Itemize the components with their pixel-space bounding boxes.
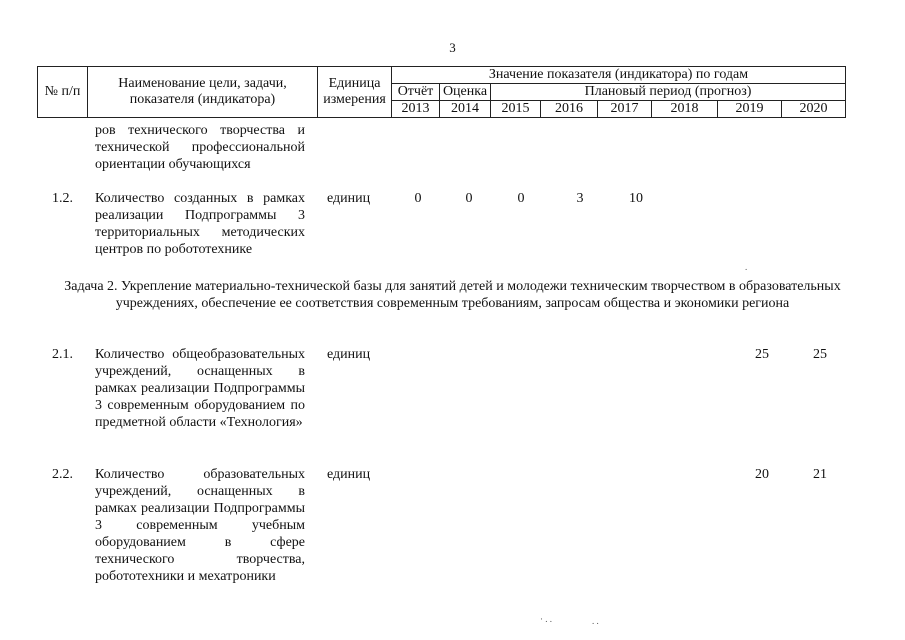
row-value: 0 <box>517 191 525 206</box>
row-unit: единиц <box>327 191 371 206</box>
row-value: 25 <box>755 347 769 362</box>
header-col-unit: Единица измерения <box>318 67 392 118</box>
header-report: Отчёт <box>392 84 440 101</box>
scan-speck: · . . <box>540 614 552 624</box>
header-year: 2018 <box>652 101 718 118</box>
header-year: 2016 <box>541 101 598 118</box>
row-name: Количество общеобразовательных учреждений, оснащенных в рамках реализации Подпрограммы 3 современным оборудованием по предметной области «Технология» <box>95 347 305 430</box>
header-col-name: Наименование цели, задачи, показателя (индикатора) <box>88 67 318 118</box>
row-number: 1.2. <box>52 191 73 206</box>
header-year: 2015 <box>491 101 541 118</box>
row-number: 2.1. <box>52 347 73 362</box>
row-number: 2.2. <box>52 467 73 482</box>
row-name: Количество созданных в рамках реализации Подпрограммы 3 территориальных методических центров по робототехнике <box>95 191 305 257</box>
header-year: 2014 <box>440 101 491 118</box>
header-year: 2013 <box>392 101 440 118</box>
row-value: 25 <box>813 347 827 362</box>
page-number: 3 <box>449 40 456 55</box>
row-value: 0 <box>414 191 422 206</box>
header-year: 2020 <box>782 101 846 118</box>
row-unit: единиц <box>327 467 371 482</box>
row-value: 10 <box>629 191 643 206</box>
continuation-text: ров технического творчества и технической профессиональной ориентации обучающихся <box>95 123 305 172</box>
table-header <box>37 66 846 118</box>
task-heading: Задача 2. Укрепление материально-технической базы для занятий детей и молодежи техническим творчеством в образовательных учреждениях, обеспечение ее соответствия современным требованиям, запросам общества и экономики региона <box>64 279 841 311</box>
row-value: 20 <box>755 467 769 482</box>
header-year: 2017 <box>598 101 652 118</box>
row-name: Количество образовательных учреждений, оснащенных в рамках реализации Подпрограммы 3 современным учебным оборудованием в сфере технического творчества, робототехники и мехатроники <box>95 467 305 584</box>
header-estimate: Оценка <box>440 84 491 101</box>
scan-speck: . <box>745 262 748 272</box>
header-col-number: № п/п <box>38 67 88 118</box>
header-year: 2019 <box>718 101 782 118</box>
scan-speck: . . <box>592 616 599 626</box>
row-value: 21 <box>813 467 827 482</box>
header-planned: Плановый период (прогноз) <box>491 84 846 101</box>
row-value: 0 <box>465 191 473 206</box>
row-unit: единиц <box>327 347 371 362</box>
header-col-values: Значение показателя (индикатора) по годам <box>392 67 846 84</box>
row-value: 3 <box>576 191 584 206</box>
